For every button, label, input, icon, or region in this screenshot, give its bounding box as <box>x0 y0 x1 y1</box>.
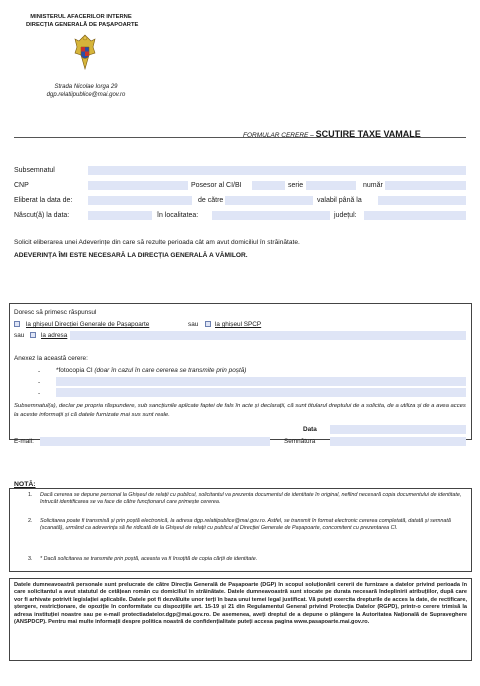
directorate-name: DIRECȚIA GENERALĂ DE PAȘAPOARTE <box>26 22 139 28</box>
signature-input[interactable] <box>330 437 466 446</box>
cnp-input[interactable] <box>88 181 188 190</box>
email-input[interactable] <box>40 437 270 446</box>
request-purpose: ADEVERINȚA ÎMI ESTE NECESARĂ LA DIRECȚIA GENERALĂ A VĂMILOR. <box>14 252 248 259</box>
label-de-catre: de către <box>198 197 224 204</box>
gdpr-text: Datele dumneavoastră personale sunt prelucrate de către Direcția Generală de Pașapoarte (DGP) în scopul soluționării cererii de furnizare a datelor privind perioada în care solicitantul a avut statutul de cetățean român cu domiciliul în străinătate. Datele dumneavoastră sunt stocate pe durata necesară îndeplinirii atribuțiilor, după care vor fi arhivate potrivit legislației aplicabile. Datele pot fi dezvăluite unor terți în baza unui temei legal justificat. Vă puteți exercita drepturile de acces la date, de rectificare, ștergere, restricționare, de opoziție în conformitate cu dispozițiile art. 15-19 și 21 din Regulamentul General privind Protecția Datelor (RGPD), printr-o cerere trimisă la adresa instituției noastre sau pe e-mail protectiadatelor.dgp@mai.gov.ro. De asemenea, aveți dreptul de a depune o plângere la Autoritatea Națională de Supraveghere (ANSPDCP). Pentru mai multe informații despre politica noastră de confidențialitate puteți accesa pagina www.pasapoarte.mai.gov.ro. <box>14 582 467 626</box>
title-rule <box>14 137 466 138</box>
attach-bullet-3: - <box>38 390 41 397</box>
label-anexez: Anexez la această cerere: <box>14 355 88 362</box>
label-subsemnatul: Subsemnatul <box>14 167 55 174</box>
label-doresc: Doresc să primesc răspunsul <box>14 309 97 316</box>
nota-3-text: * Dacă solicitarea se transmite prin poștă, aceasta va fi însoțită de copia cărții de identitate. <box>40 556 258 562</box>
nota-1-text: Dacă cererea se depune personal la Ghișeul de relații cu publicul, solicitantul va prezenta documentul de identitate în original, neflind necesară copia documentului de identitate, întrucât identificarea se va face de către funcționarul care primește cererea. <box>40 492 462 505</box>
issue-date-input[interactable] <box>88 196 192 205</box>
declaration-text: Subsemnatul(a), declar pe propria răspundere, sub sancțiunile aplicate faptei de fals în acte și declarații, că sunt titularul dreptului de a solicita, de a utiliza și de a avea acces la aceste informații și că datele furnizate mai sus sunt reale. <box>14 403 466 418</box>
birth-date-input[interactable] <box>88 211 152 220</box>
gdpr-box <box>9 578 472 661</box>
id-number-input[interactable] <box>385 181 466 190</box>
form-title-main: SCUTIRE TAXE VAMALE <box>315 129 421 139</box>
birth-place-input[interactable] <box>212 211 330 220</box>
nota-2-text: Solicitarea poate fi transmisă și prin poștă electronică, la adresa dgp.relatiipublice@mai.gov.ro. Astfel, se transmit în format electronic cererea completată, datată și semnată (scanată), urmând ca adeverința să fie ridicată de la Ghișeul de relații cu publicul al Direcției Generale de Pașapoarte, concomitent cu prezentarea CI. <box>40 518 451 531</box>
label-sau: sau <box>188 321 199 328</box>
request-text: Solicit eliberarea unei Adeverințe din care să rezulte perioada cât am avut domiciliul în străinătate. <box>14 239 300 246</box>
nota-title: NOTĂ: <box>14 481 36 488</box>
attachment-input-3[interactable] <box>56 388 466 397</box>
label-numar: număr <box>363 182 383 189</box>
label-localitatea: în localitatea: <box>157 212 199 219</box>
label-judetul: județul: <box>334 212 357 219</box>
label-eliberat: Eliberat la data de: <box>14 197 73 204</box>
checkbox-ghiseu-dgp[interactable] <box>14 321 20 327</box>
header-email: dgp.relatiipublice@mai.gov.ro <box>46 92 126 98</box>
label-cnp: CNP <box>14 182 29 189</box>
coat-of-arms-icon <box>73 33 97 71</box>
id-series-input[interactable] <box>306 181 356 190</box>
date-input[interactable] <box>330 425 466 434</box>
issued-by-input[interactable] <box>225 196 313 205</box>
attach-item-ci <box>56 366 246 375</box>
checkbox-ghiseu-spcp[interactable] <box>205 321 211 327</box>
label-serie: serie <box>288 182 304 189</box>
form-title-prefix: FORMULAR CERERE – <box>243 132 316 139</box>
ministry-name: MINISTERUL AFACERILOR INTERNE <box>30 14 132 20</box>
checkbox-adresa[interactable] <box>30 332 36 338</box>
attach-ci-label: *fotocopia CI <box>56 367 95 374</box>
label-nascut: Născut(ă) la data: <box>14 212 70 219</box>
attachment-input-2[interactable] <box>56 377 466 386</box>
label-email: E-mail: <box>14 438 34 445</box>
label-data: Data <box>303 426 317 433</box>
id-type-input[interactable] <box>252 181 285 190</box>
attach-bullet-2: - <box>38 379 41 386</box>
attach-bullet-1: - <box>38 368 41 375</box>
option-adresa: la adresa <box>41 332 68 339</box>
valid-until-input[interactable] <box>378 196 466 205</box>
nota-2-num: 2. <box>28 518 33 524</box>
nota-3-num: 3. <box>28 556 33 562</box>
option-ghiseu-spcp: la ghișeul SPCP <box>215 321 262 328</box>
label-posesor: Posesor al CI/BI <box>191 182 242 189</box>
attach-ci-note: (doar în cazul în care cererea se transmite prin poștă) <box>94 367 247 374</box>
label-valabil: valabil până la <box>317 197 362 204</box>
name-input[interactable] <box>88 166 466 175</box>
header-street: Strada Nicolae Iorga 29 <box>54 84 118 90</box>
address-input[interactable] <box>70 331 466 340</box>
option-ghiseu-dgp: la ghișeul Direcției Generale de Pașapoarte <box>26 321 150 328</box>
form-title <box>243 124 421 142</box>
label-semnatura: Semnătura <box>284 438 316 445</box>
county-input[interactable] <box>364 211 466 220</box>
label-sau-2: sau <box>14 332 25 339</box>
nota-1-num: 1. <box>28 492 33 498</box>
